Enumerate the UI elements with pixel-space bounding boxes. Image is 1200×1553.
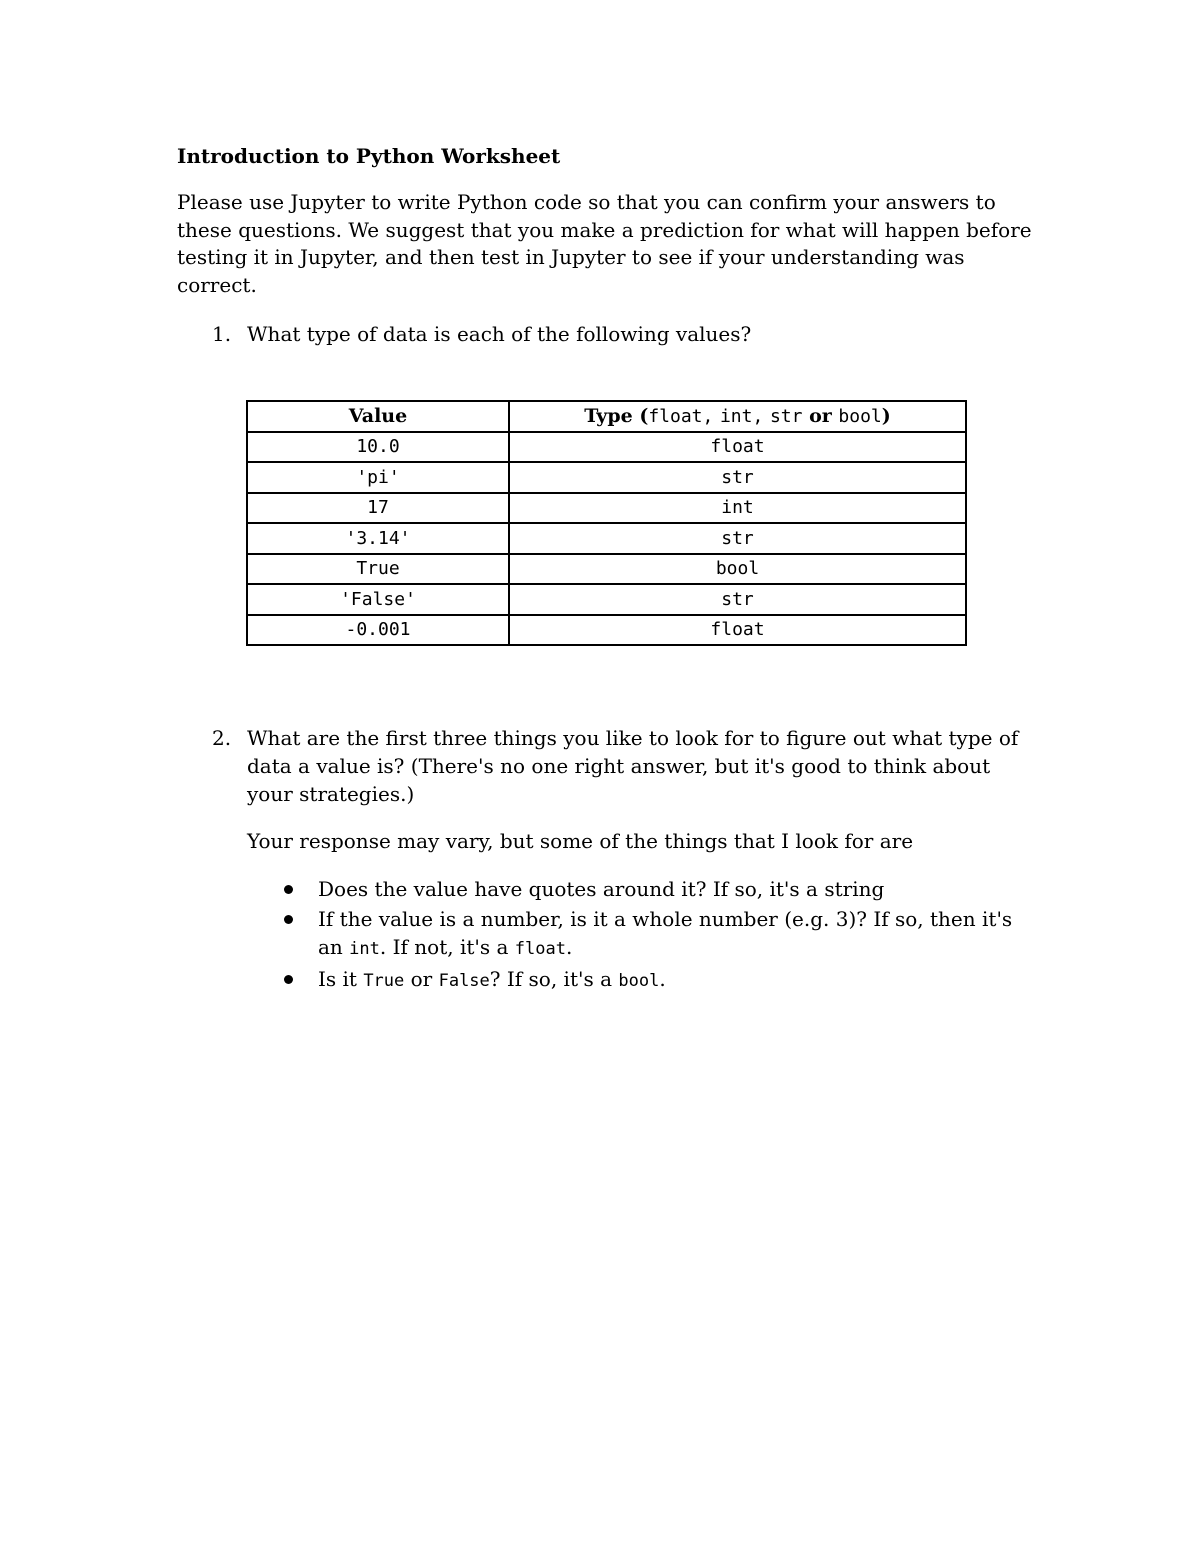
cell-value: 17: [247, 493, 509, 524]
header-value: Value: [247, 401, 509, 432]
list-item: [282, 965, 1032, 995]
header-type-or: or: [809, 405, 832, 428]
table-row: [247, 554, 966, 585]
intro-paragraph: Please use Jupyter to write Python code so that you can confirm your answers to these questions. We suggest that you make a prediction for what will happen before testing it in Jupyter, and then test in Jupyter to see if your understanding was correct.: [177, 190, 1032, 297]
header-type-str: str: [769, 406, 803, 428]
header-type-prefix: Type (: [584, 405, 649, 428]
question-1-number: 1.: [212, 322, 232, 346]
bullet-2-text-3: .: [565, 935, 573, 959]
page-title: Introduction to Python Worksheet: [177, 144, 561, 168]
cell-value: 10.0: [247, 432, 509, 463]
bullet-3-text-4: .: [659, 967, 666, 991]
bullet-icon: [284, 975, 293, 984]
table-row: [247, 584, 966, 615]
bullet-3-text-3: ? If so, it's a: [489, 967, 619, 991]
list-item: [282, 905, 1032, 963]
cell-type: str: [509, 462, 966, 493]
question-2-text: What are the first three things you like to look for to figure out what type of data a value is? (There's no one right answer, but it's good to think about your strategies.): [247, 726, 1019, 806]
question-2-number: 2.: [212, 726, 232, 750]
table-row: [247, 615, 966, 646]
bullet-3-text-1: Is it: [318, 967, 364, 991]
header-type-suffix: ): [881, 405, 891, 428]
bullet-2-text-2: . If not, it's a: [379, 935, 515, 959]
list-item: [282, 875, 1032, 903]
table-row: [247, 462, 966, 493]
bullet-3-code-bool: bool: [618, 971, 660, 991]
cell-type: float: [509, 615, 966, 646]
table-header-row: [247, 401, 966, 432]
header-type: [509, 401, 966, 432]
bullet-2-code-float: float: [514, 939, 566, 959]
cell-value: 'False': [247, 584, 509, 615]
table-row: [247, 493, 966, 524]
cell-type: int: [509, 493, 966, 524]
bullet-1-text: Does the value have quotes around it? If so, it's a string: [318, 877, 885, 901]
header-type-bool: bool: [838, 406, 882, 428]
header-type-int: int,: [719, 406, 764, 428]
cell-type: str: [509, 584, 966, 615]
bullet-icon: [284, 915, 293, 924]
cell-type: bool: [509, 554, 966, 585]
bullet-2-code-int: int: [349, 939, 380, 959]
bullet-3-text-2: or: [404, 967, 439, 991]
cell-value: True: [247, 554, 509, 585]
cell-value: '3.14': [247, 523, 509, 554]
cell-value: 'pi': [247, 462, 509, 493]
question-1-text: What type of data is each of the following values?: [247, 322, 752, 346]
cell-type: str: [509, 523, 966, 554]
cell-value: -0.001: [247, 615, 509, 646]
cell-type: float: [509, 432, 966, 463]
table-row: [247, 432, 966, 463]
answer-lead: Your response may vary, but some of the things that I look for are: [247, 829, 914, 853]
table-row: [247, 523, 966, 554]
data-types-table: [246, 400, 967, 646]
bullet-icon: [284, 885, 293, 894]
bullet-3-code-false: False: [438, 971, 490, 991]
bullet-2-text-1: If the value is a number, is it a whole number (e.g. 3)? If so, then it's an: [318, 907, 1013, 959]
bullet-3-code-true: True: [363, 971, 405, 991]
header-type-float: float,: [648, 406, 714, 428]
answer-bullet-list: [282, 875, 1032, 997]
